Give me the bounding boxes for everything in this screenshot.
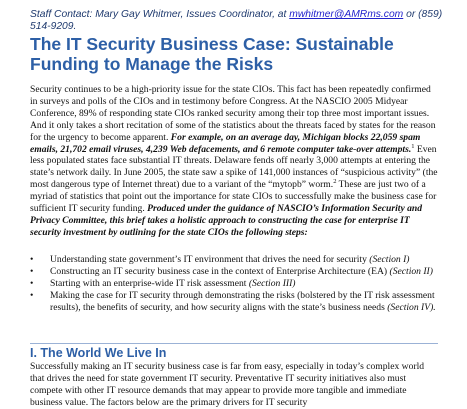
section-ref: (Section IV).: [387, 301, 436, 313]
bullet-icon: •: [30, 266, 34, 278]
list-item: [30, 278, 438, 290]
section-ref: (Section I): [369, 254, 410, 265]
intro-text-3: These are just two of a myriad of statistics that point out the importance for state CIOs to successfully make the business case for sufficient IT security funding.: [30, 179, 437, 215]
list-item-text: Making the case for IT security through demonstrating the risks (bolstered by the IT risk assessment results), the benefits of security, and how security aligns with the state’s business needs: [50, 290, 435, 313]
footnote-ref-2[interactable]: 2: [333, 178, 337, 186]
intro-text-2: Even less populated states face substantial IT threats. Delaware fends off nearly 3,000 attempts at entering the state’s network daily. In June 2005, the state saw a spike of 141,000 instances of “suspicious activity” (the most dangerous type of Internet threat) due to a variant of the “mytopb” worm.: [30, 143, 438, 191]
section-ref: (Section II): [389, 266, 433, 278]
list-item-text: Understanding state government’s IT environment that drives the need for security: [50, 254, 370, 265]
section-heading: I. The World We Live In: [30, 346, 167, 360]
contact-prefix: Staff Contact: Mary Gay Whitmer, Issues Coordinator, at: [30, 9, 290, 20]
steps-list: [30, 254, 438, 314]
section-body: Successfully making an IT security business case is far from easy, especially in today’s complex world that drives the need for state government IT security. Preventative IT security initiatives also must compete with other IT resource demands that may appear to provide more tangible and immediate business value. The factors below are the primary drivers for IT security: [30, 361, 425, 408]
contact-email-link[interactable]: mwhitmer@AMRms.com: [289, 9, 404, 20]
bullet-icon: •: [30, 254, 34, 265]
bullet-icon: •: [30, 278, 34, 290]
staff-contact: [30, 9, 450, 33]
document-title: The IT Security Business Case: Sustainable Funding to Manage the Risks: [30, 34, 394, 74]
intro-paragraph: [30, 84, 438, 239]
list-item: [30, 266, 438, 278]
list-item-text: Constructing an IT security business case in the context of Enterprise Architecture (EA): [50, 266, 390, 278]
footnote-ref-1[interactable]: 1: [411, 142, 415, 150]
intro-guidance-bold: Produced under the guidance of NASCIO’s Information Security and Privacy Committee, this brief takes a holistic approach to constructing the case for enterprise IT security investment by outlining for the state CIOs the following steps:: [30, 203, 423, 238]
section-divider: [30, 343, 438, 344]
contact-suffix: or (859) 514-9209.: [30, 9, 443, 32]
intro-example-bold: For example, on an average day, Michigan blocks 22,059 spam emails, 21,702 email viruses, 4,239 Web defacements, and 6 remote computer take-over attempts.: [30, 131, 421, 155]
list-item: [30, 290, 438, 313]
bullet-icon: •: [30, 290, 34, 302]
list-item-text: Starting with an enterprise-wide IT risk assessment: [50, 278, 249, 290]
list-item: [30, 254, 438, 266]
section-ref: (Section III): [248, 278, 296, 290]
intro-text-1: Security continues to be a high-priority issue for the state CIOs. This fact has been repeatedly confirmed in surveys and polls of the CIOs and in testimony before Congress. At the NASCIO 2005 Midyear Conference, 89% of responding state CIOs ranked security among their top three most important issues. And it only takes a short recitation of some of the statistics about the threats faced by states for the reason for the urgency to become apparent.: [30, 84, 436, 143]
